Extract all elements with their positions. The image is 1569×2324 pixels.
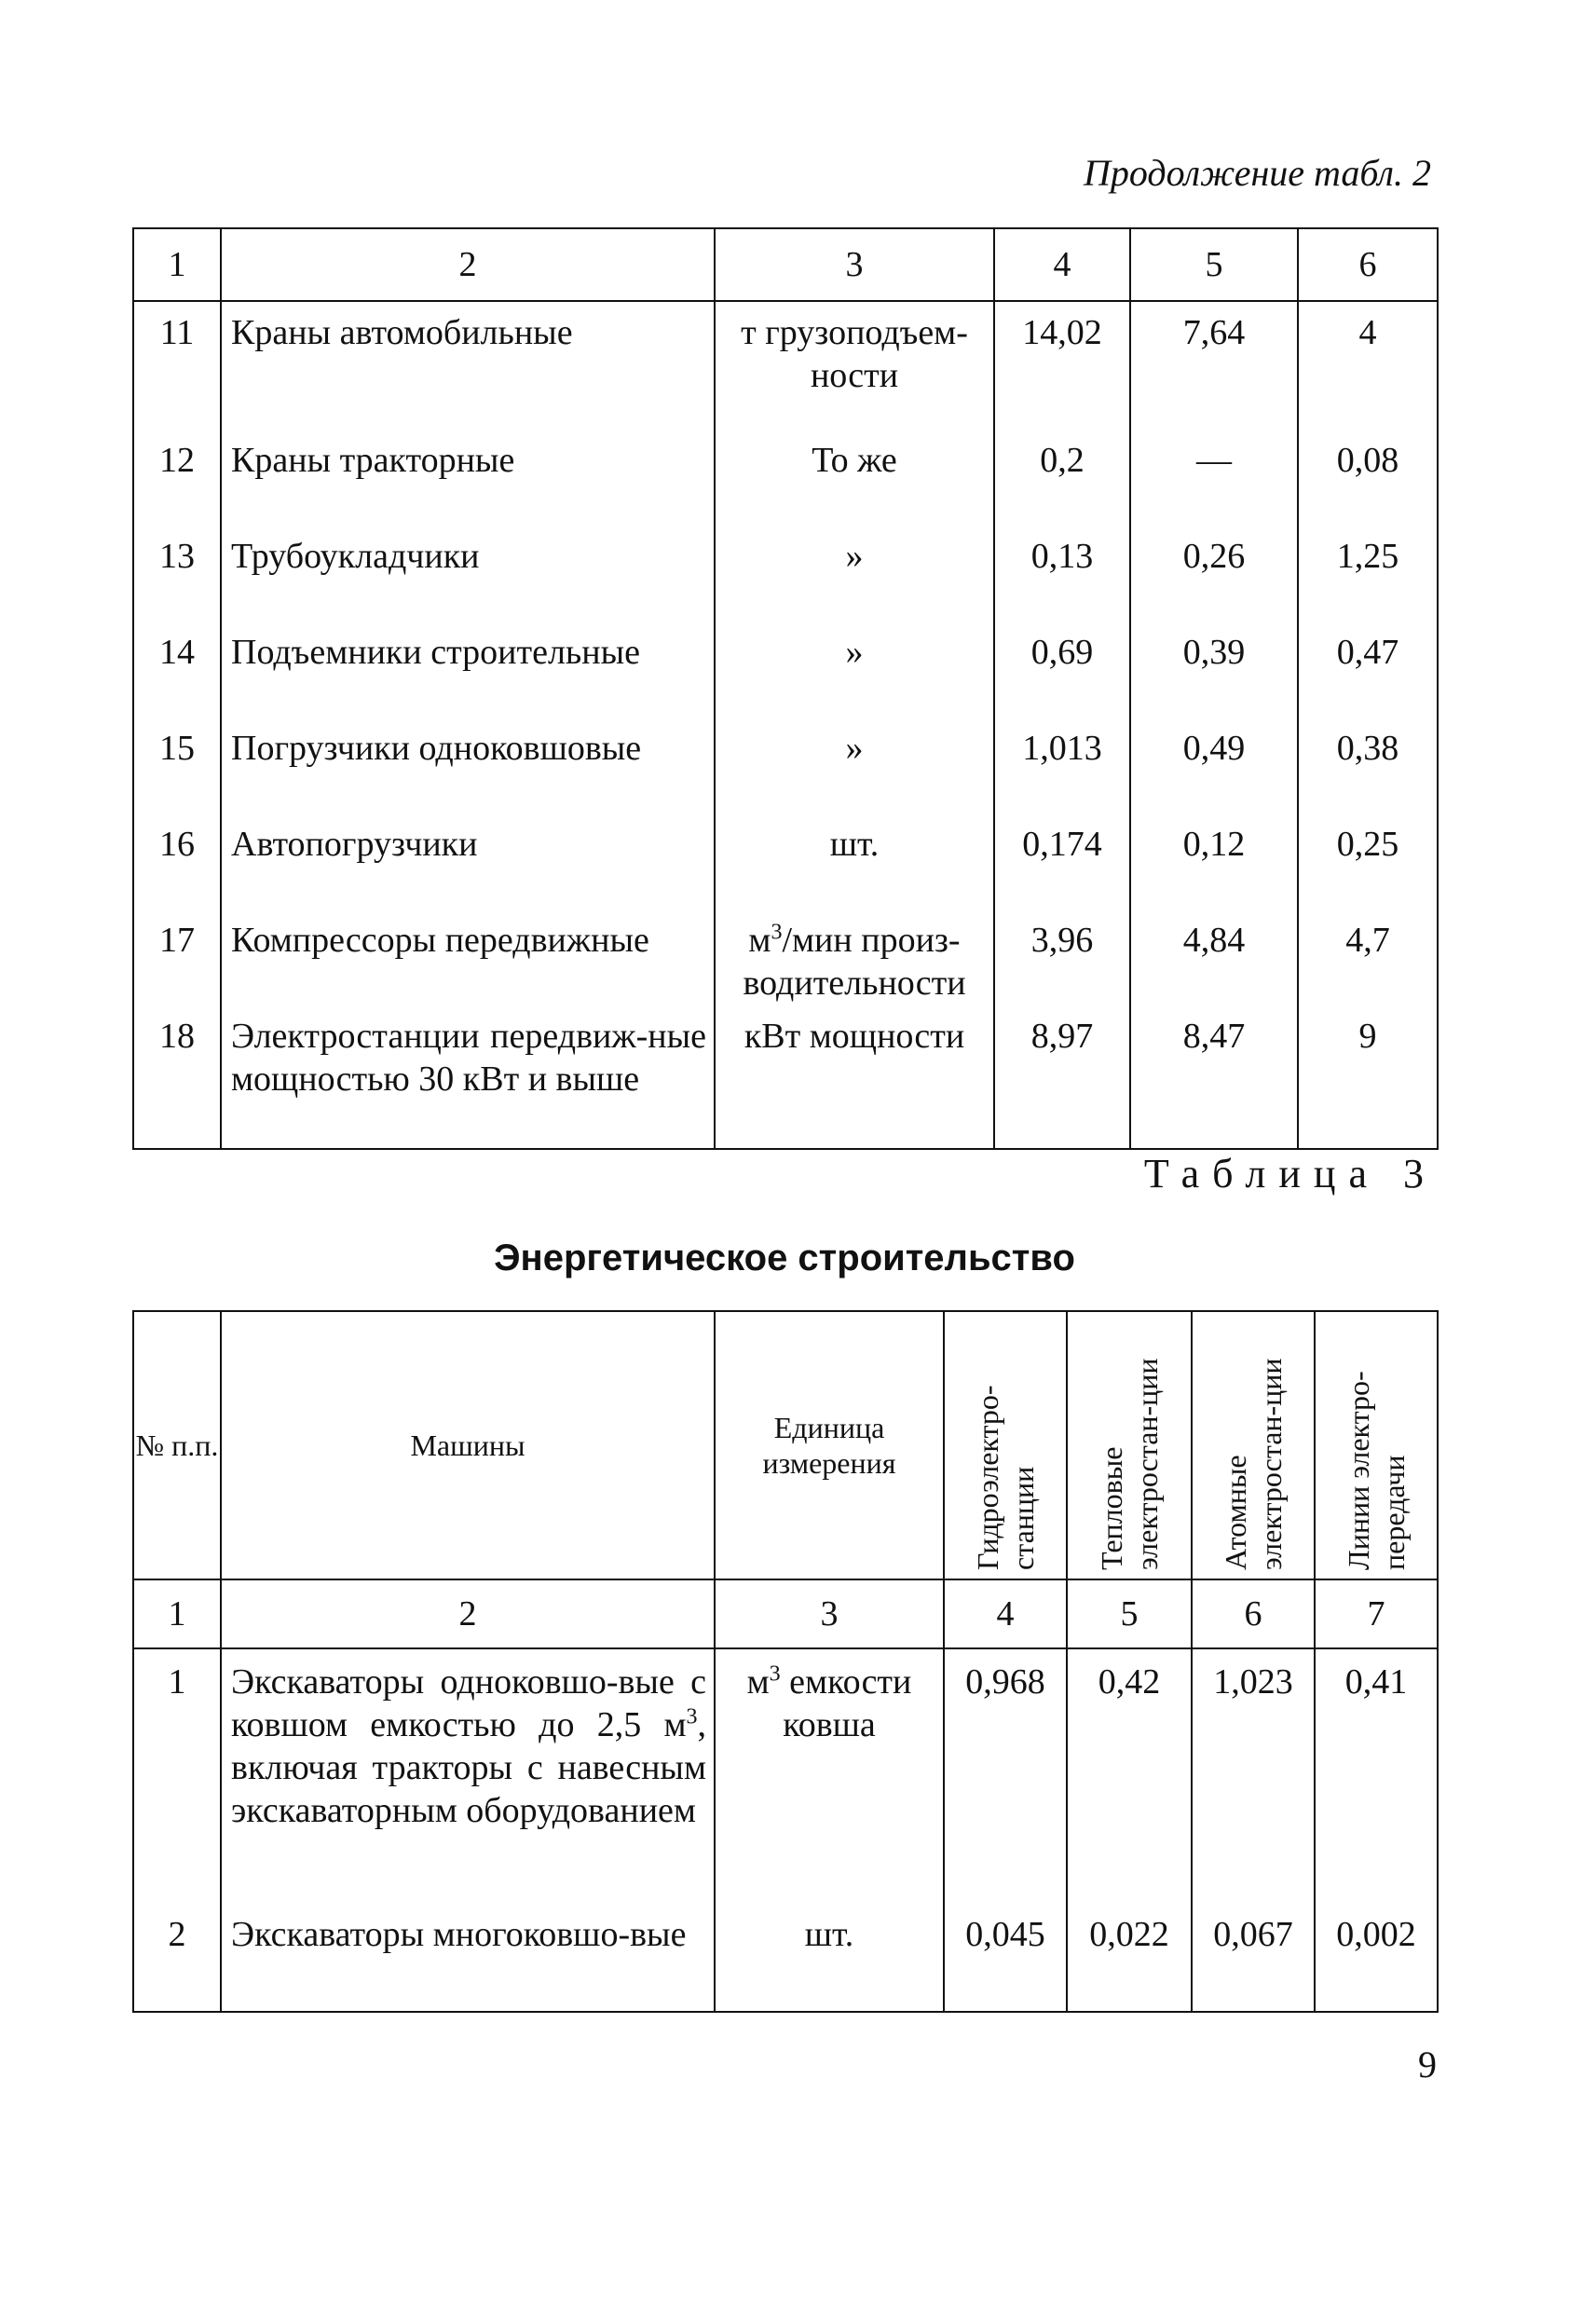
table-row	[133, 1906, 1438, 2012]
machine-name	[221, 1648, 715, 1906]
unit-text: /мин произ-водительности	[743, 921, 966, 1003]
row-number: 12	[133, 430, 221, 526]
header-hydro-text: Гидроэлектро-станции	[971, 1385, 1040, 1570]
header-thermal-text: Тепловые электростан-ции	[1095, 1358, 1164, 1570]
unit-cell: То же	[715, 430, 994, 526]
table-row	[133, 301, 1438, 430]
value-cell: 14,02	[994, 301, 1130, 430]
value-cell: 1,25	[1298, 526, 1438, 622]
value-cell: 0,2	[994, 430, 1130, 526]
header-cell: 1	[133, 228, 221, 301]
machine-name: Краны тракторные	[221, 430, 715, 526]
machine-name: Экскаваторы многоковшо-вые	[221, 1906, 715, 2012]
value-cell: 4	[1298, 301, 1438, 430]
row-number: 18	[133, 1005, 221, 1149]
value-cell: 0,13	[994, 526, 1130, 622]
table-header-row	[133, 228, 1438, 301]
value-cell: 0,41	[1315, 1648, 1438, 1906]
value-cell: 0,08	[1298, 430, 1438, 526]
table-row	[133, 526, 1438, 622]
unit-text: м	[748, 921, 771, 960]
table-2-continuation	[132, 227, 1439, 1150]
row-number: 11	[133, 301, 221, 430]
value-cell: 0,968	[944, 1648, 1067, 1906]
table-3-title: Энергетическое строительство	[494, 1237, 1075, 1278]
header-cell: 6	[1298, 228, 1438, 301]
value-cell: 1,013	[994, 718, 1130, 813]
value-cell: 0,42	[1067, 1648, 1192, 1906]
unit-superscript: 3	[769, 1661, 781, 1687]
header-nuclear	[1192, 1311, 1315, 1579]
header-hydro	[944, 1311, 1067, 1579]
value-cell: 3,96	[994, 909, 1130, 1005]
value-cell: 8,97	[994, 1005, 1130, 1149]
column-number: 1	[133, 1579, 221, 1648]
value-cell: 0,25	[1298, 813, 1438, 909]
value-cell: 8,47	[1130, 1005, 1298, 1149]
header-machines: Машины	[221, 1311, 715, 1579]
header-thermal	[1067, 1311, 1192, 1579]
table-continuation-caption: Продолжение табл. 2	[1083, 152, 1431, 194]
unit-cell: шт.	[715, 1906, 944, 2012]
machine-name: Трубоукладчики	[221, 526, 715, 622]
row-number: 16	[133, 813, 221, 909]
machine-name-superscript: 3	[686, 1704, 698, 1729]
column-number: 6	[1192, 1579, 1315, 1648]
header-row-number: № п.п.	[133, 1311, 221, 1579]
machine-name-text: , включая тракторы с навесным экскаваторным оборудованием	[231, 1705, 706, 1830]
value-cell: 0,38	[1298, 718, 1438, 813]
value-cell: 0,39	[1130, 622, 1298, 718]
value-cell: 9	[1298, 1005, 1438, 1149]
header-power-lines-text: Линии электро-передачи	[1342, 1371, 1411, 1570]
row-number: 14	[133, 622, 221, 718]
unit-cell: т грузоподъем-ности	[715, 301, 994, 430]
machine-name: Краны автомобильные	[221, 301, 715, 430]
row-number: 1	[133, 1648, 221, 1906]
unit-text: емкости ковша	[780, 1662, 912, 1744]
header-cell: 5	[1130, 228, 1298, 301]
page-number: 9	[1418, 2044, 1437, 2085]
value-cell: 0,002	[1315, 1906, 1438, 2012]
header-cell: 3	[715, 228, 994, 301]
table-row	[133, 909, 1438, 1005]
unit-superscript: 3	[771, 920, 783, 945]
machine-name-text: Экскаваторы одноковшо-вые с ковшом емкостью до 2,5 м	[231, 1662, 706, 1744]
unit-cell: »	[715, 718, 994, 813]
value-cell: 4,84	[1130, 909, 1298, 1005]
column-number: 4	[944, 1579, 1067, 1648]
unit-cell: шт.	[715, 813, 994, 909]
row-number: 17	[133, 909, 221, 1005]
value-cell: 0,067	[1192, 1906, 1315, 2012]
header-unit: Единица измерения	[715, 1311, 944, 1579]
header-nuclear-text: Атомные электростан-ции	[1219, 1358, 1288, 1570]
machine-name: Электростанции передвиж-ные мощностью 30 кВт и выше	[221, 1005, 715, 1149]
value-cell: 4,7	[1298, 909, 1438, 1005]
machine-name: Компрессоры передвижные	[221, 909, 715, 1005]
value-cell: 1,023	[1192, 1648, 1315, 1906]
value-cell: 0,47	[1298, 622, 1438, 718]
value-cell: 0,26	[1130, 526, 1298, 622]
row-number: 13	[133, 526, 221, 622]
value-cell: 7,64	[1130, 301, 1298, 430]
header-power-lines	[1315, 1311, 1438, 1579]
unit-cell	[715, 1648, 944, 1906]
table-row	[133, 718, 1438, 813]
value-cell: 0,49	[1130, 718, 1298, 813]
unit-cell: »	[715, 622, 994, 718]
table-3-label: Таблица 3	[1143, 1151, 1437, 1196]
table-row	[133, 430, 1438, 526]
table-row	[133, 622, 1438, 718]
value-cell: 0,174	[994, 813, 1130, 909]
row-number: 15	[133, 718, 221, 813]
unit-cell: кВт мощности	[715, 1005, 994, 1149]
machine-name: Подъемники строительные	[221, 622, 715, 718]
table-column-numbers	[133, 1579, 1438, 1648]
machine-name: Автопогрузчики	[221, 813, 715, 909]
header-cell: 4	[994, 228, 1130, 301]
column-number: 7	[1315, 1579, 1438, 1648]
column-number: 3	[715, 1579, 944, 1648]
unit-cell: »	[715, 526, 994, 622]
column-number: 5	[1067, 1579, 1192, 1648]
table-row	[133, 813, 1438, 909]
value-cell: 0,045	[944, 1906, 1067, 2012]
table-row	[133, 1005, 1438, 1149]
column-number: 2	[221, 1579, 715, 1648]
header-cell: 2	[221, 228, 715, 301]
table-3	[132, 1310, 1439, 2013]
table-header-row	[133, 1311, 1438, 1579]
unit-cell	[715, 909, 994, 1005]
machine-name: Погрузчики одноковшовые	[221, 718, 715, 813]
value-cell: 0,022	[1067, 1906, 1192, 2012]
row-number: 2	[133, 1906, 221, 2012]
unit-text: м	[746, 1662, 770, 1702]
table-row	[133, 1648, 1438, 1906]
value-cell: 0,69	[994, 622, 1130, 718]
value-cell: 0,12	[1130, 813, 1298, 909]
value-cell: —	[1130, 430, 1298, 526]
